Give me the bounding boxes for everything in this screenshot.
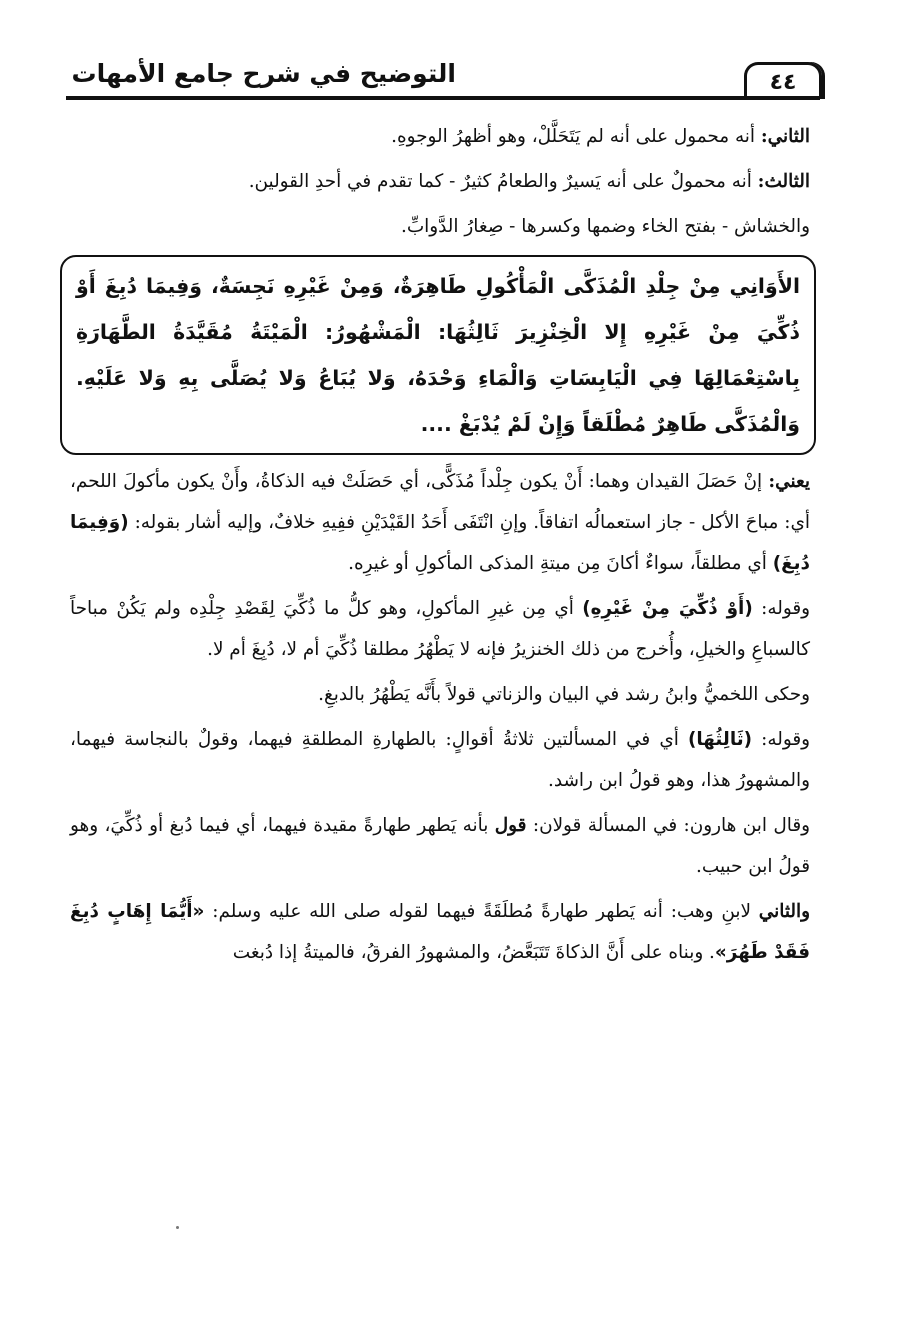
commentary-text: . وبناه على أَنَّ الذكاةَ تَتَبَعَّضُ، والمشهورُ الفرقُ، فالميتةُ إذا دُبغت: [232, 942, 715, 963]
commentary-text: أي مطلقاً، سواءٌ أكانَ مِن ميتةِ المذكى المأكولِ أو غيرِه.: [348, 553, 773, 574]
paragraph-lead: الثالث:: [757, 171, 810, 192]
matn-text-box: [60, 255, 816, 455]
commentary-text: أي مِن غيرِ المأكولِ، وهو كلُّ ما ذُكِّيَ لِقَصْدِ جِلْدِه ولم يَكُنْ مباحاً كالسباعِ والخيلِ، وأُخرج من ذلك الخنزيرُ فإنه لا يَطْهُرُ مطلقا ذُكِّيَ أم لا، دُبِغَ أم لا.: [70, 598, 810, 660]
paragraph-lead: الثاني:: [760, 126, 810, 147]
paragraph-text: أنه محمول على أنه لم يَتَحَلَّلْ، وهو أظهرُ الوجوهِ.: [391, 126, 761, 147]
paragraph-khashash: [70, 206, 810, 247]
commentary-bold-term: والثاني: [758, 901, 810, 922]
commentary-paragraph: [70, 891, 810, 973]
commentary-text: بأنه يَطهر طهارةً مقيدة فيهما، أي فيما دُبغ أو ذُكِّيَ، وهو قولُ ابن حبيب.: [70, 815, 810, 877]
matn-text: الأَوَانِي مِنْ جِلْدِ الْمُذَكَّى الْمَأْكُولِ طَاهِرَةٌ، وَمِنْ غَيْرِهِ نَجِسَةٌ، وَفِيمَا دُبِغَ أَوْ ذُكِّيَ مِنْ غَيْرِهِ إِلا الْخِنْزِيرَ ثَالِثُهَا: الْمَشْهُورُ: الْمَيْتَةُ مُقَيَّدَةُ الطَّهَارَةِ بِاسْتِعْمَالِهَا فِي الْيَابِسَاتِ وَالْمَاءِ وَحْدَهُ، وَلا يُبَاعُ وَلا يُصَلَّى بِهِ وَلا عَلَيْهِ. وَالْمُذَكَّى طَاهِرٌ مُطْلَقاً وَإِنْ لَمْ يُدْبَغْ ....: [76, 274, 800, 436]
commentary-bold-term: قول: [494, 815, 527, 836]
header-divider: [66, 96, 820, 100]
matn-quote: (أَوْ ذُكِّيَ مِنْ غَيْرِهِ): [582, 598, 753, 619]
commentary-paragraph: [70, 588, 810, 670]
commentary-lead: يعني:: [768, 471, 810, 492]
paragraph-text: والخشاش - بفتح الخاء وضمها وكسرها - صِغارُ الدَّوابِّ.: [401, 216, 810, 237]
commentary-text: وقال ابن هارون: في المسألة قولان:: [526, 815, 811, 836]
hadith-quote: «أَيُّمَا إِهَابٍ دُبِغَ فَقَدْ طَهُرَ»: [70, 901, 810, 963]
commentary-paragraph: [70, 805, 810, 887]
commentary-paragraph: [70, 674, 810, 715]
matn-quote: (ثَالِثُهَا): [687, 729, 753, 750]
commentary-text: وحكى اللخميُّ وابنُ رشد في البيان والزناتي قولاً بأَنَّه يَطْهُرُ بالدبغِ.: [318, 684, 810, 705]
commentary-paragraph: [70, 461, 810, 584]
paragraph-second-view: [70, 116, 810, 157]
page-body: [70, 116, 810, 973]
commentary-text: لابنِ وهب: أنه يَطهر طهارةً مُطلَقَةً فيهما لقوله صلى الله عليه وسلم:: [204, 901, 759, 922]
matn-quote: (وَفِيمَا دُبِغَ): [70, 512, 810, 574]
commentary-text: وقوله:: [752, 598, 810, 619]
paragraph-text: أنه محمولٌ على أنه يَسيرٌ والطعامُ كثيرٌ - كما تقدم في أحدِ القولين.: [248, 171, 758, 192]
commentary-text: إنْ حَصَلَ القيدان وهما: أَنْ يكون جِلْداً مُذَكًّى، أي حَصَلَتْ فيه الذكاةُ، وأَنْ يكون مأكولَ اللحم، أي: مباحَ الأكل - جاز استعمالُه اتفاقاً. وإنِ انْتَفَى أَحَدُ القَيْدَيْنِ ففِيهِ خلافٌ، وإليه أشار بقوله:: [70, 471, 810, 533]
commentary-paragraph: [70, 719, 810, 801]
commentary-text: وقوله:: [752, 729, 810, 750]
paragraph-third-view: [70, 161, 810, 202]
page-number: ٤٤: [744, 62, 822, 99]
running-title: التوضيح في شرح جامع الأمهات: [71, 59, 456, 88]
scan-speck: [176, 1226, 179, 1229]
commentary-text: أي في المسألتين ثلاثةُ أقوالٍ: بالطهارةِ المطلقةِ فيهما، وقولٌ بالنجاسة فيهما، والمشهورُ هذا، وهو قولُ ابن راشد.: [70, 729, 810, 791]
